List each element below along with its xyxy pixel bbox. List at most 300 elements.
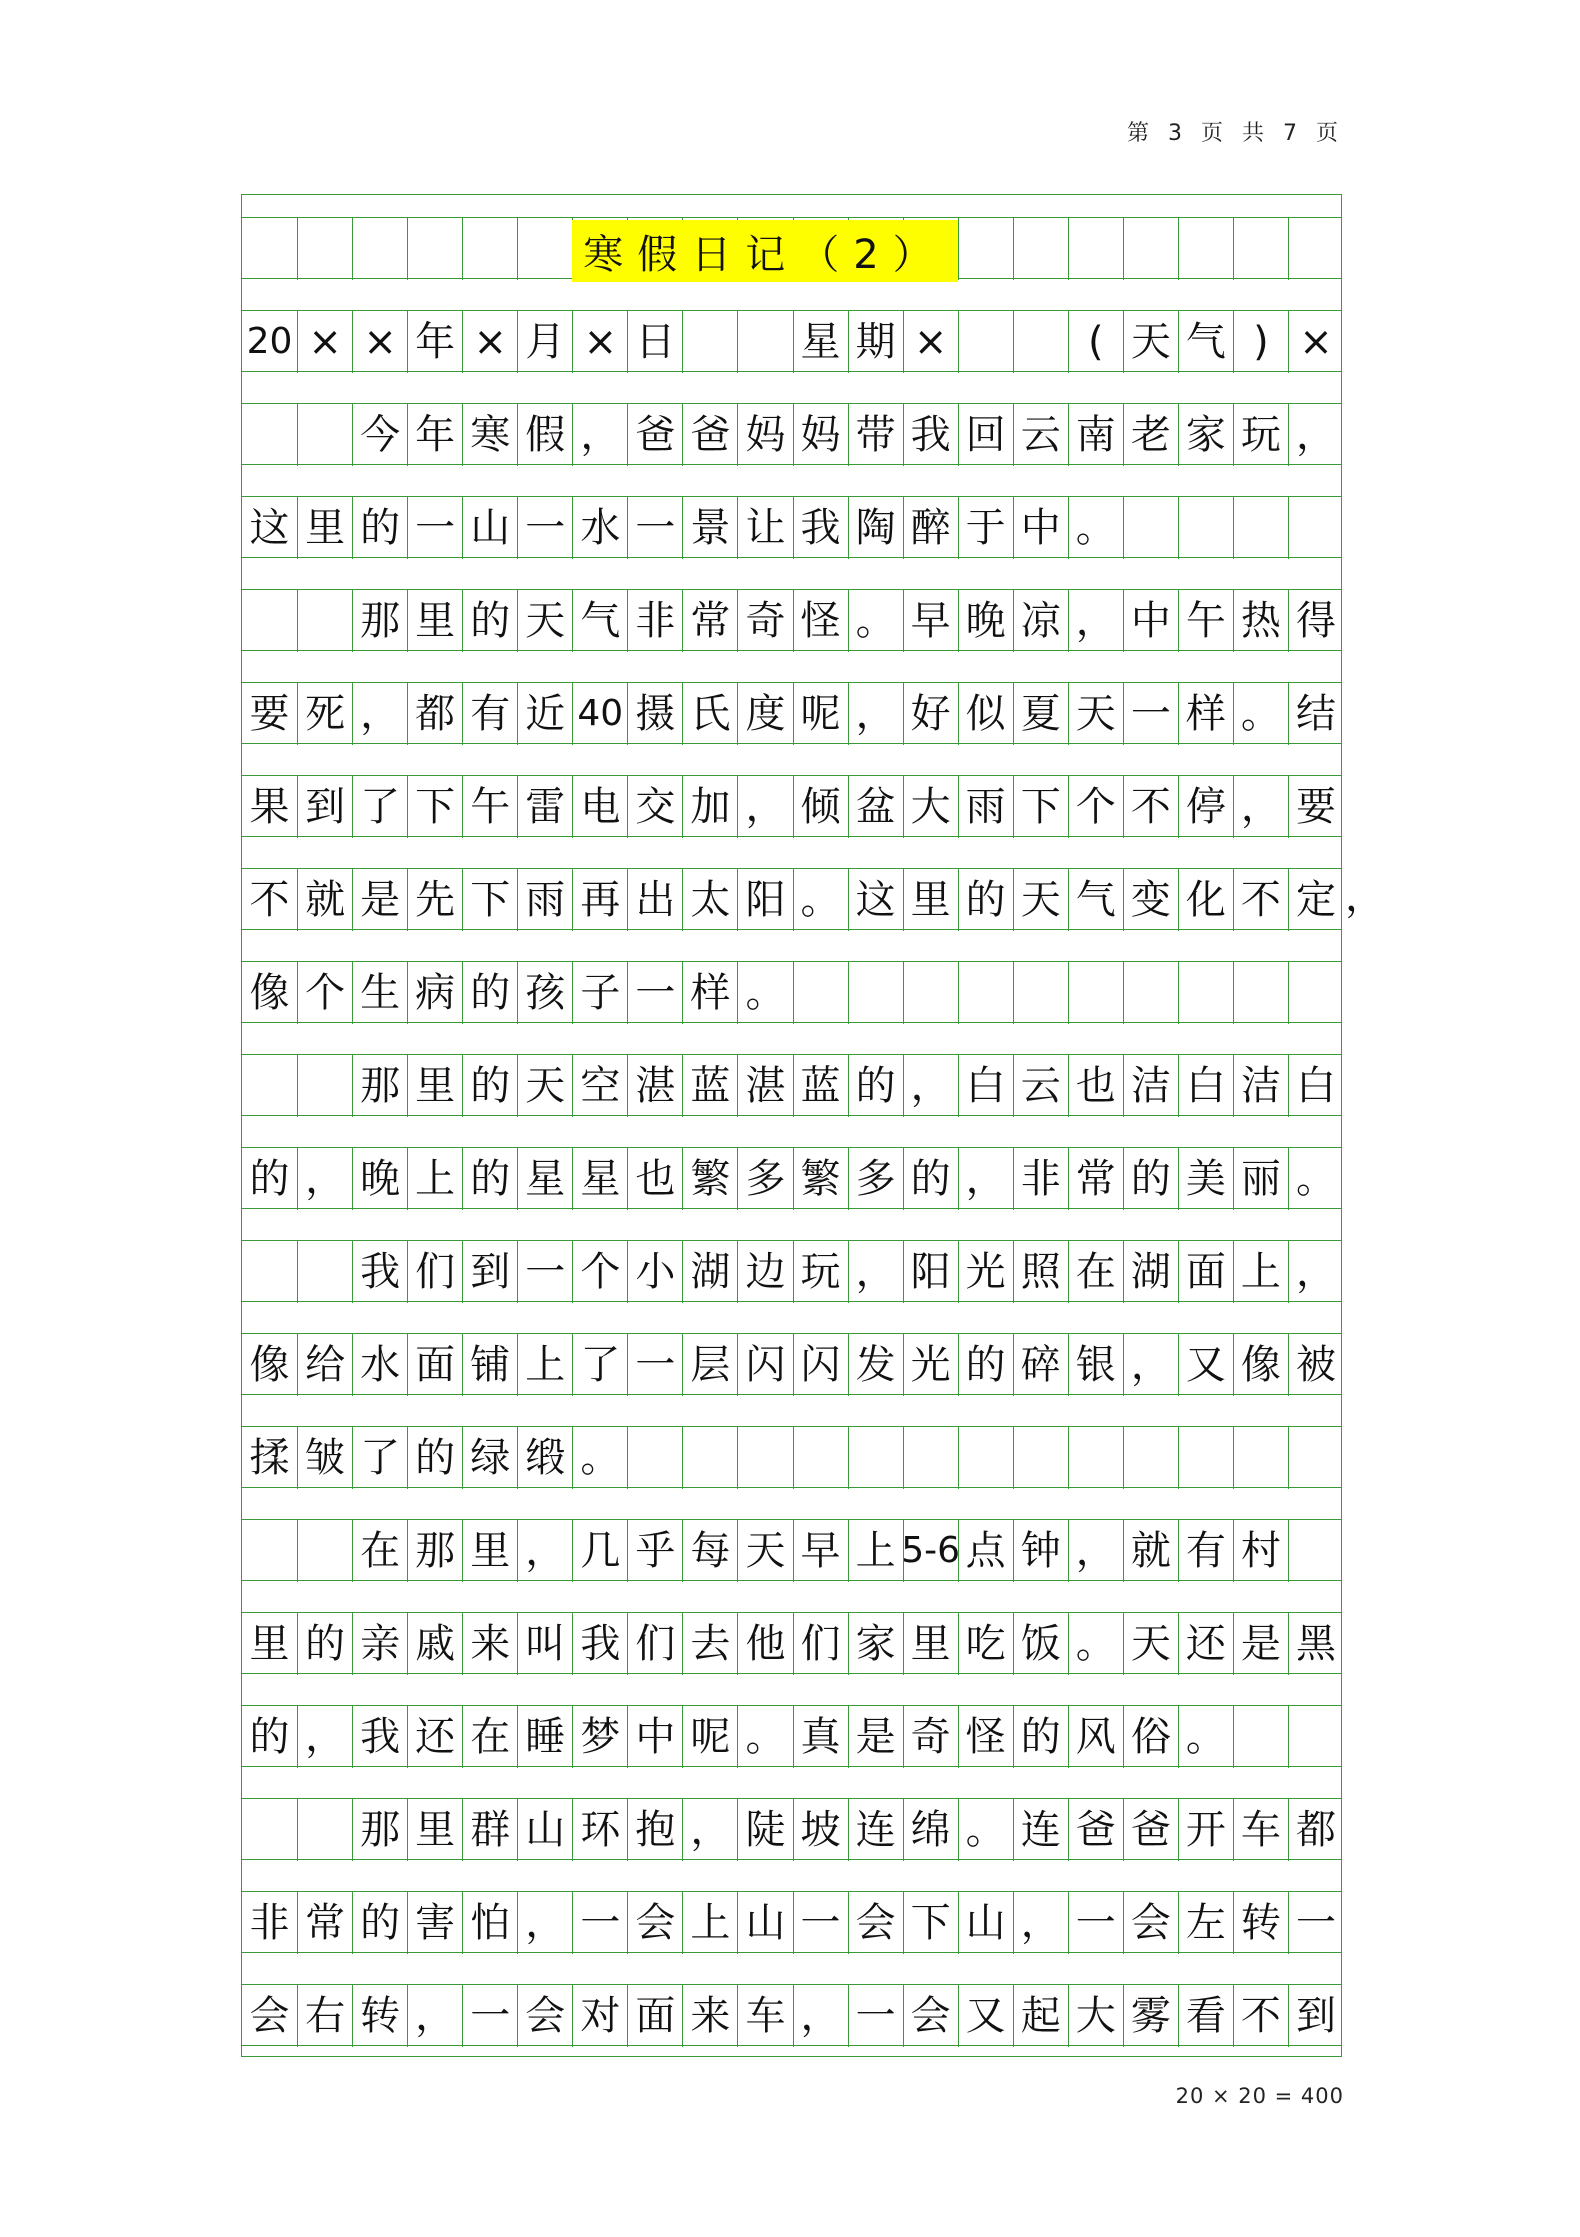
grid-cell: 午 [1178, 590, 1233, 652]
grid-cell: 每 [682, 1520, 737, 1582]
grid-cell: 电 [572, 776, 627, 838]
grid-cell: 似 [958, 683, 1013, 745]
grid-cell: 天 [1068, 683, 1123, 745]
grid-cell [1013, 218, 1068, 280]
grid-cell: 夏 [1013, 683, 1068, 745]
grid-cell: × [903, 311, 958, 373]
grid-cell: 阳 [903, 1241, 958, 1303]
grid-cell: 里 [249, 1621, 290, 1667]
grid-cell [1068, 218, 1123, 280]
grid-cell: ， [297, 1706, 352, 1768]
grid-cell: 雨 [958, 776, 1013, 838]
grid-cell: 会 [517, 1985, 572, 2047]
grid-cell: 我 [572, 1613, 627, 1675]
grid-cell: 加 [682, 776, 737, 838]
grid-cell: 碎 [1013, 1334, 1068, 1396]
grid-cell: 美 [1178, 1148, 1233, 1210]
grid-cell: 。 [1068, 497, 1123, 559]
grid-cell: 的 [958, 869, 1013, 931]
grid-cell: 照 [1013, 1241, 1068, 1303]
grid-cell: 边 [737, 1241, 792, 1303]
grid-cell: 天 [1123, 1613, 1178, 1675]
grid-cell: 风 [1068, 1706, 1123, 1768]
grid-cell: 叫 [517, 1613, 572, 1675]
grid-cell [958, 311, 1013, 373]
grid-cell: 个 [297, 962, 352, 1024]
grid-cell: ， [1288, 1241, 1343, 1303]
grid-cell: 40 [572, 683, 627, 745]
grid-cell: 车 [1233, 1799, 1288, 1861]
grid-cell [1068, 1427, 1123, 1489]
text-row [242, 1333, 1341, 1395]
grid-cell: 铺 [462, 1334, 517, 1396]
grid-cell: 的 [1123, 1148, 1178, 1210]
grid-cell: 闪 [737, 1334, 792, 1396]
grid-cell: 。 [1288, 1148, 1343, 1210]
grid-cell: 非 [627, 590, 682, 652]
grid-cell [848, 1427, 903, 1489]
grid-cell [242, 404, 297, 466]
text-row [242, 1891, 1341, 1953]
grid-cell: 水 [352, 1334, 407, 1396]
grid-cell: × [1288, 311, 1343, 373]
grid-cell: 车 [737, 1985, 792, 2047]
grid-cell: 奇 [903, 1706, 958, 1768]
grid-cell: ( [1068, 311, 1123, 373]
grid-cell: 。 [737, 1706, 792, 1768]
grid-cell: 化 [1178, 869, 1233, 931]
text-row [242, 403, 1341, 465]
text-row [242, 1705, 1341, 1767]
grid-cell: 那 [352, 590, 407, 652]
grid-cell: 爸 [1068, 1799, 1123, 1861]
grid-cell: ， [407, 1985, 462, 2047]
text-row [242, 1519, 1341, 1581]
grid-cell: 的 [297, 1613, 352, 1675]
grid-cell: 像 [249, 1342, 290, 1388]
grid-cell [1233, 1427, 1288, 1489]
grid-cell: 面 [627, 1985, 682, 2047]
grid-cell: 玩 [1233, 404, 1288, 466]
grid-cell: 转 [1233, 1892, 1288, 1954]
grid-cell: 俗 [1123, 1706, 1178, 1768]
grid-cell: 早 [903, 590, 958, 652]
grid-cell: 抱 [627, 1799, 682, 1861]
grid-cell: 对 [572, 1985, 627, 2047]
grid-cell: 星 [517, 1148, 572, 1210]
grid-cell [958, 1427, 1013, 1489]
grid-cell: 就 [1123, 1520, 1178, 1582]
grid-cell: 我 [903, 404, 958, 466]
grid-cell [793, 962, 848, 1024]
text-row [242, 682, 1341, 744]
grid-cell: ， [848, 1241, 903, 1303]
grid-cell: 呢 [793, 683, 848, 745]
grid-cell: ， [517, 1892, 572, 1954]
grid-cell: ， [1068, 590, 1123, 652]
grid-cell: 白 [1178, 1055, 1233, 1117]
grid-cell: 我 [352, 1241, 407, 1303]
grid-cell [1123, 218, 1178, 280]
grid-cell: 在 [462, 1706, 517, 1768]
grid-cell: 梦 [572, 1706, 627, 1768]
manuscript-grid [241, 194, 1385, 2057]
grid-cell [297, 1799, 352, 1861]
grid-cell: 的 [249, 1156, 290, 1202]
grid-cell: 老 [1123, 404, 1178, 466]
grid-cell: 呢 [682, 1706, 737, 1768]
grid-cell: 爸 [627, 404, 682, 466]
text-row [242, 1612, 1341, 1674]
grid-cell: 了 [572, 1334, 627, 1396]
text-row [242, 1240, 1341, 1302]
grid-cell: 了 [352, 776, 407, 838]
grid-cell: 是 [352, 869, 407, 931]
grid-cell: 陶 [848, 497, 903, 559]
grid-cell: 陡 [737, 1799, 792, 1861]
text-row [242, 589, 1341, 651]
grid-cell: 不 [249, 877, 290, 923]
grid-cell: 变 [1123, 869, 1178, 931]
grid-cell: 常 [682, 590, 737, 652]
grid-cell: 到 [297, 776, 352, 838]
text-row [242, 1147, 1341, 1209]
grid-cell: 山 [958, 1892, 1013, 1954]
grid-cell: 里 [407, 1799, 462, 1861]
grid-cell: 左 [1178, 1892, 1233, 1954]
grid-cell: × [352, 311, 407, 373]
grid-cell: 的 [462, 1148, 517, 1210]
grid-cell: 怪 [958, 1706, 1013, 1768]
grid-cell: 样 [1178, 683, 1233, 745]
grid-cell: 被 [1288, 1334, 1343, 1396]
grid-cell [1288, 218, 1343, 280]
grid-cell [242, 590, 297, 652]
grid-cell: 怪 [793, 590, 848, 652]
grid-cell: 有 [1178, 1520, 1233, 1582]
grid-cell: 出 [627, 869, 682, 931]
grid-cell: 绵 [903, 1799, 958, 1861]
grid-cell: 小 [627, 1241, 682, 1303]
grid-cell: 盆 [848, 776, 903, 838]
grid-cell [517, 218, 572, 280]
grid-cell: 景 [682, 497, 737, 559]
grid-cell: 醉 [903, 497, 958, 559]
grid-cell: 。 [572, 1427, 627, 1489]
grid-cell: 里 [407, 1055, 462, 1117]
grid-cell: 南 [1068, 404, 1123, 466]
grid-cell: 先 [407, 869, 462, 931]
grid-cell: 期 [848, 311, 903, 373]
grid-cell: 一 [627, 962, 682, 1024]
grid-cell: 里 [903, 869, 958, 931]
grid-cell [627, 1427, 682, 1489]
grid-cell: ， [848, 683, 903, 745]
grid-cell: 不 [1233, 1985, 1288, 2047]
grid-cell [242, 1241, 297, 1303]
grid-cell [297, 404, 352, 466]
grid-cell: 天 [517, 590, 572, 652]
grid-cell: 他 [737, 1613, 792, 1675]
grid-cell: 湛 [737, 1055, 792, 1117]
grid-cell: ， [1288, 404, 1343, 466]
grid-cell: 缎 [517, 1427, 572, 1489]
grid-cell: 我 [793, 497, 848, 559]
grid-cell: 在 [352, 1520, 407, 1582]
grid-cell: 个 [1068, 776, 1123, 838]
grid-cell: 乎 [627, 1520, 682, 1582]
grid-cell: 妈 [793, 404, 848, 466]
grid-cell: ， [1123, 1334, 1178, 1396]
grid-cell: 带 [848, 404, 903, 466]
grid-cell: 摄 [627, 683, 682, 745]
grid-cell: 给 [297, 1334, 352, 1396]
grid-cell: × [297, 311, 352, 373]
grid-cell: 繁 [793, 1148, 848, 1210]
grid-cell: 一 [1123, 683, 1178, 745]
grid-cell: 下 [462, 869, 517, 931]
grid-cell: 繁 [682, 1148, 737, 1210]
grid-cell: 。 [1233, 683, 1288, 745]
grid-cell: 。 [958, 1799, 1013, 1861]
grid-cell: 非 [249, 1900, 290, 1946]
grid-cell: 太 [682, 869, 737, 931]
grid-cell: 那 [352, 1055, 407, 1117]
grid-cell [1013, 311, 1068, 373]
grid-cell: 戚 [407, 1613, 462, 1675]
grid-cell: 睡 [517, 1706, 572, 1768]
grid-cell: 连 [848, 1799, 903, 1861]
grid-cell: 湖 [682, 1241, 737, 1303]
grid-cell: 天 [1123, 311, 1178, 373]
grid-cell: ， [682, 1799, 737, 1861]
text-row [242, 775, 1341, 837]
grid-cell: 发 [848, 1334, 903, 1396]
grid-cell: 点 [958, 1520, 1013, 1582]
grid-cell: 孩 [517, 962, 572, 1024]
grid-cell: 真 [793, 1706, 848, 1768]
grid-cell: 那 [352, 1799, 407, 1861]
grid-cell: 会 [627, 1892, 682, 1954]
grid-cell [1068, 962, 1123, 1024]
grid-cell: 死 [297, 683, 352, 745]
date-line-row [242, 310, 1341, 372]
grid-cell: 让 [737, 497, 792, 559]
grid-cell: 月 [517, 311, 572, 373]
grid-cell [1123, 962, 1178, 1024]
grid-cell: 到 [462, 1241, 517, 1303]
grid-cell: 午 [462, 776, 517, 838]
grid-cell: 光 [903, 1334, 958, 1396]
grid-cell: 要 [249, 691, 290, 737]
grid-cell [1288, 962, 1343, 1024]
grid-cell: 气 [572, 590, 627, 652]
grid-cell: 了 [352, 1427, 407, 1489]
grid-cell: 丽 [1233, 1148, 1288, 1210]
grid-cell: 坡 [793, 1799, 848, 1861]
grid-cell [297, 218, 352, 280]
grid-cell: 会 [848, 1892, 903, 1954]
grid-cell: 晚 [958, 590, 1013, 652]
grid-cell: 一 [407, 497, 462, 559]
grid-cell [407, 218, 462, 280]
grid-cell: 5-6 [903, 1520, 958, 1582]
grid-cell: ， [517, 1520, 572, 1582]
grid-cell [903, 1427, 958, 1489]
grid-cell: 非 [1013, 1148, 1068, 1210]
grid-cell: 亲 [352, 1613, 407, 1675]
grid-cell: ， [352, 683, 407, 745]
grid-cell: 云 [1013, 1055, 1068, 1117]
grid-cell [297, 1520, 352, 1582]
grid-cell [1233, 218, 1288, 280]
grid-cell: 上 [407, 1148, 462, 1210]
grid-cell: 里 [462, 1520, 517, 1582]
grid-cell: 。 [1068, 1613, 1123, 1675]
grid-cell [242, 1055, 297, 1117]
grid-cell: 得 [1288, 590, 1343, 652]
grid-cell: 的 [903, 1148, 958, 1210]
grid-cell [958, 218, 1013, 280]
grid-cell: 日 [627, 311, 682, 373]
grid-cell: 一 [627, 1334, 682, 1396]
grid-cell: 中 [627, 1706, 682, 1768]
grid-cell: 光 [958, 1241, 1013, 1303]
grid-cell: 山 [462, 497, 517, 559]
grid-cell: 下 [903, 1892, 958, 1954]
grid-cell: 这 [848, 869, 903, 931]
grid-cell [242, 1520, 297, 1582]
grid-cell: 转 [352, 1985, 407, 2047]
grid-cell [1013, 1427, 1068, 1489]
grid-cell: 揉 [249, 1435, 290, 1481]
grid-cell: 洁 [1233, 1055, 1288, 1117]
grid-cell: 一 [517, 1241, 572, 1303]
grid-cell: 回 [958, 404, 1013, 466]
text-row [242, 868, 1385, 930]
grid-cell: 下 [1013, 776, 1068, 838]
grid-cell: 还 [407, 1706, 462, 1768]
grid-cell: 会 [903, 1985, 958, 2047]
grid-cell: 还 [1178, 1613, 1233, 1675]
grid-cell: ， [903, 1055, 958, 1117]
grid-size-label: 20 × 20 = 400 [1175, 2084, 1344, 2108]
grid-cell: 有 [462, 683, 517, 745]
grid-cell: 上 [682, 1892, 737, 1954]
grid-cell: 蓝 [682, 1055, 737, 1117]
grid-cell: 雷 [517, 776, 572, 838]
grid-cell: 层 [682, 1334, 737, 1396]
grid-cell: 一 [517, 497, 572, 559]
grid-cell: 银 [1068, 1334, 1123, 1396]
grid-cell: ， [737, 776, 792, 838]
page-indicator: 第 3 页 共 7 页 [1127, 121, 1344, 146]
grid-cell [1123, 497, 1178, 559]
grid-cell: 气 [1068, 869, 1123, 931]
grid-cell: 皱 [297, 1427, 352, 1489]
grid-cell: 是 [1233, 1613, 1288, 1675]
grid-cell [297, 590, 352, 652]
grid-cell: 的 [958, 1334, 1013, 1396]
grid-cell: × [572, 311, 627, 373]
grid-cell: 云 [1013, 404, 1068, 466]
grid-cell: 湛 [627, 1055, 682, 1117]
grid-cell: 会 [249, 1993, 290, 2039]
grid-cell: 看 [1178, 1985, 1233, 2047]
grid-cell: 上 [517, 1334, 572, 1396]
grid-cell [682, 1427, 737, 1489]
grid-cell: 的 [848, 1055, 903, 1117]
grid-cell: 的 [462, 962, 517, 1024]
text-row [242, 1984, 1341, 2046]
grid-cell: 白 [1288, 1055, 1343, 1117]
grid-cell: 果 [249, 784, 290, 830]
grid-cell: 的 [352, 1892, 407, 1954]
grid-cell: 也 [627, 1148, 682, 1210]
grid-cell: 爸 [1123, 1799, 1178, 1861]
grid-cell [848, 962, 903, 1024]
grid-cell [462, 218, 517, 280]
grid-cell [297, 1241, 352, 1303]
grid-cell: 在 [1068, 1241, 1123, 1303]
grid-cell: 吃 [958, 1613, 1013, 1675]
grid-cell: 起 [1013, 1985, 1068, 2047]
grid-cell: ， [793, 1985, 848, 2047]
grid-cell: 近 [517, 683, 572, 745]
grid-cell: 山 [737, 1892, 792, 1954]
grid-cell: 的 [352, 497, 407, 559]
grid-cell: 中 [1123, 590, 1178, 652]
grid-cell: 天 [737, 1520, 792, 1582]
grid-cell: ， [572, 404, 627, 466]
grid-cell: 定 [1288, 869, 1343, 931]
grid-cell: 晚 [352, 1148, 407, 1210]
text-row [242, 1798, 1341, 1860]
grid-cell: 交 [627, 776, 682, 838]
grid-cell: 今 [352, 404, 407, 466]
grid-cell: 雨 [517, 869, 572, 931]
grid-cell: 一 [462, 1985, 517, 2047]
grid-cell: 要 [1288, 776, 1343, 838]
grid-cell: 就 [297, 869, 352, 931]
grid-cell [682, 311, 737, 373]
grid-cell: 爸 [682, 404, 737, 466]
grid-cell: 的 [249, 1714, 290, 1760]
grid-cell: 。 [1178, 1706, 1233, 1768]
grid-cell: ， [297, 1148, 352, 1210]
grid-cell: 病 [407, 962, 462, 1024]
grid-cell: 闪 [793, 1334, 848, 1396]
grid-cell: 的 [407, 1427, 462, 1489]
grid-cell: 会 [1123, 1892, 1178, 1954]
grid-cell: 白 [958, 1055, 1013, 1117]
grid-cell [1288, 1706, 1343, 1768]
text-row [242, 961, 1341, 1023]
grid-cell: 洁 [1123, 1055, 1178, 1117]
grid-cell: 停 [1178, 776, 1233, 838]
grid-cell: 常 [1068, 1148, 1123, 1210]
grid-cell [1178, 962, 1233, 1024]
grid-cell [1233, 1706, 1288, 1768]
text-row [242, 1426, 1341, 1488]
grid-cell: 右 [297, 1985, 352, 2047]
grid-cell: 个 [572, 1241, 627, 1303]
grid-cell [737, 311, 792, 373]
grid-cell: 一 [572, 1892, 627, 1954]
grid-cell: 再 [572, 869, 627, 931]
grid-cell: 一 [793, 1892, 848, 1954]
grid-cell: 好 [903, 683, 958, 745]
